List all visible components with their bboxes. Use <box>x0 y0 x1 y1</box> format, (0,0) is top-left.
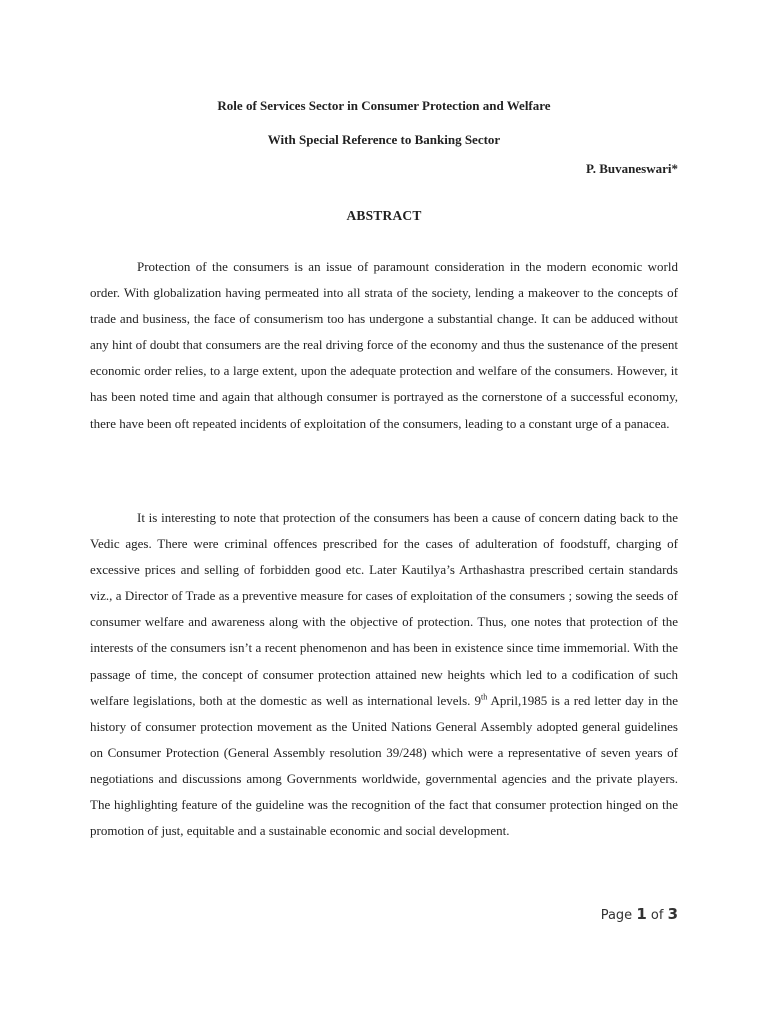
abstract-heading: ABSTRACT <box>346 208 422 223</box>
page-number-footer <box>601 905 678 923</box>
paragraph-2-text-part-1: It is interesting to note that protection of the consumers has been a cause of concern dating back to the Vedic ages. There were criminal offences prescribed for the cases of adulteration of foodstuff, charging of excessive prices and selling of forbidden good etc. Later Kautilya’s Arthashastra prescribed certain standards viz., a Director of Trade as a preventive measure for cases of exploitation of the consumers ; sowing the seeds of consumer welfare and awareness along with the objective of protection. Thus, one notes that protection of the interests of the consumers isn’t a recent phenomenon and has been in existence since time immemorial. With the passage of time, the concept of consumer protection attained new heights which led to a codification of such welfare legislations, both at the domestic as well as international levels. 9 <box>90 510 678 708</box>
ordinal-superscript: th <box>480 692 488 702</box>
document-title: Role of Services Sector in Consumer Protection and Welfare <box>217 98 551 113</box>
document-subtitle: With Special Reference to Banking Sector <box>267 132 501 147</box>
author-name: P. Buvaneswari* <box>586 161 678 176</box>
abstract-paragraph-1: Protection of the consumers is an issue of paramount consideration in the modern economic world order. With globalization having permeated into all strata of the society, lending a makeover to the concepts of trade and business, the face of consumerism too has undergone a substantial change. It can be adduced without any hint of doubt that consumers are the real driving force of the economy and thus the sustenance of the present economic order relies, to a large extent, upon the adequate protection and welfare of the consumers. However, it has been noted time and again that although consumer is portrayed as the cornerstone of a successful economy, there have been oft repeated incidents of exploitation of the consumers, leading to a constant urge of a panacea. <box>90 259 678 431</box>
current-page-number: 1 <box>636 905 647 923</box>
total-pages-number: 3 <box>667 905 678 923</box>
page-label: Page <box>600 908 633 923</box>
paragraph-2-text-part-2: April,1985 is a red letter day in the history of consumer protection movement as the United Nations General Assembly adopted general guidelines on Consumer Protection (General Assembly resolution 39/248) which were a representative of seven years of negotiations and discussions among Governments worldwide, governmental agencies and the private players. The highlighting feature of the guideline was the recognition of the fact that consumer protection hinged on the promotion of just, equitable and a sustainable economic and social development. <box>90 692 679 839</box>
abstract-paragraph-2 <box>90 505 678 844</box>
of-label: of <box>650 908 664 923</box>
